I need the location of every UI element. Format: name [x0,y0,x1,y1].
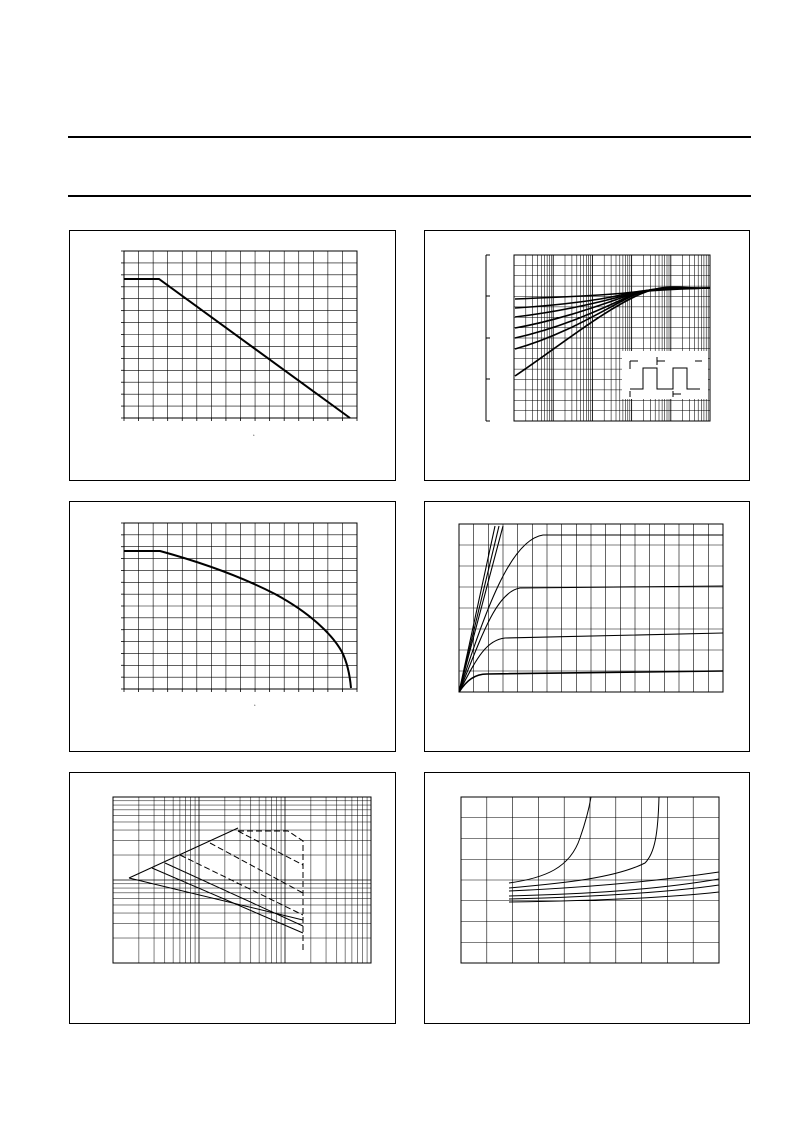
figure-6-chart [425,773,751,1025]
figure-3-chart [70,502,397,753]
figure-6-curves [509,797,719,902]
figure-2-inset [622,351,708,399]
figure-3-panel [69,501,396,752]
figure-2-chart [425,231,751,482]
figure-6-grid [461,797,719,963]
figure-5-grid [113,797,371,963]
figure-3-curve [124,551,351,688]
figure-2-axis [486,255,490,421]
figure-5-chart [70,773,397,1025]
figure-4-panel [424,501,750,752]
figure-1-curve [124,279,350,418]
header-top-rule [68,136,751,138]
figure-4-grid [459,524,723,692]
figure-6-panel [424,772,750,1024]
figure-5-panel [69,772,396,1024]
figure-2-panel [424,230,750,481]
figure-4-chart [425,502,751,753]
figure-3-axis-mark: * [254,703,256,708]
figure-1-axis-mark: * [253,433,255,438]
figure-3-grid [121,523,357,692]
figure-1-panel [69,230,396,481]
header-bottom-rule [68,195,751,197]
figure-1-chart [70,231,397,482]
